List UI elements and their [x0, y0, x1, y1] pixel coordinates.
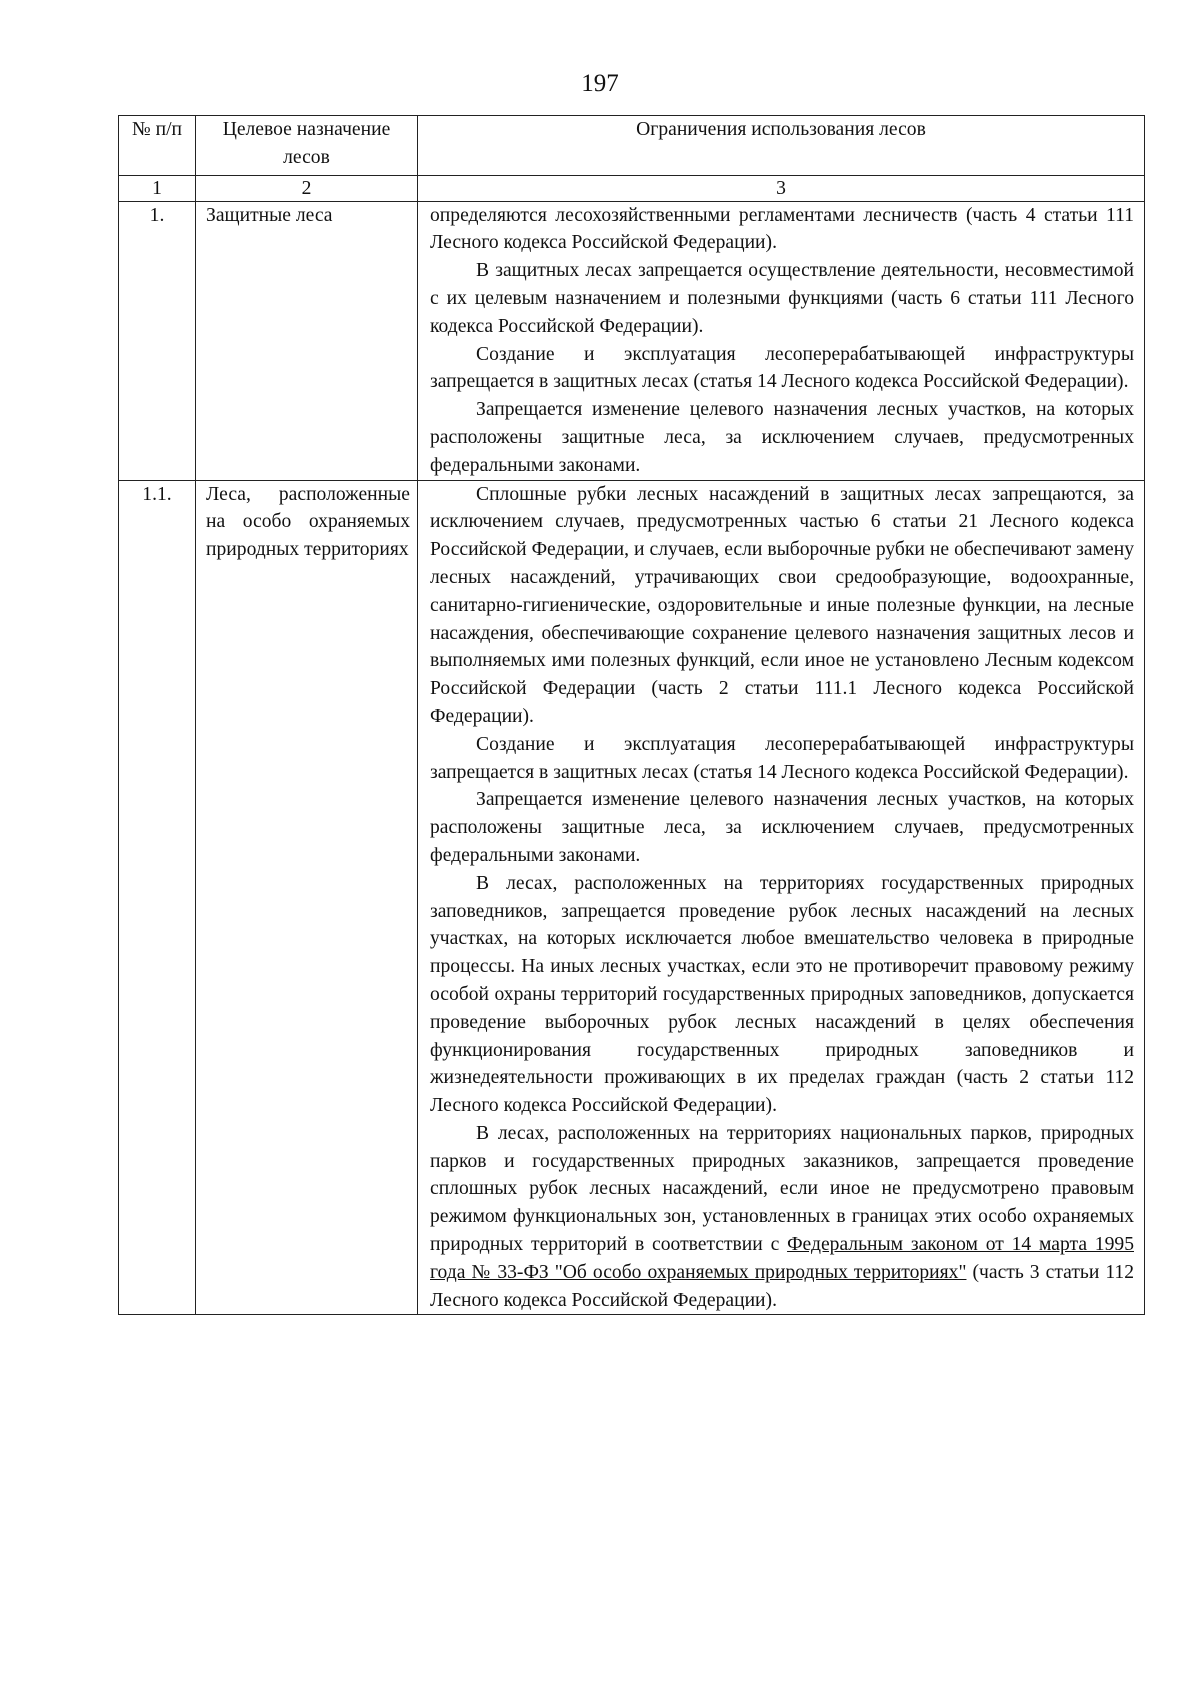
- restriction-paragraph: Запрещается изменение целевого назначения лесных участков, на которых расположены защитные леса, за исключением случаев, предусмотренных федеральными законами.: [430, 399, 1134, 476]
- table-row: [119, 201, 1145, 480]
- restriction-paragraph: определяются лесохозяйственными регламентами лесничеств (часть 4 статьи 111 Лесного кодекса Российской Федерации).: [430, 204, 1134, 254]
- page-number: 197: [581, 70, 619, 97]
- restriction-paragraph-with-link: [430, 1120, 1134, 1315]
- row-restrictions: [418, 201, 1145, 480]
- header-purpose: Целевое назначение лесов: [196, 116, 418, 176]
- row-number: 1.1.: [119, 480, 196, 1315]
- column-number: 3: [418, 175, 1145, 201]
- column-number: 2: [196, 175, 418, 201]
- paragraph-text: В лесах, расположенных на территориях национальных парков, природных парков и государственных природных заказников, запрещается проведение сплошных рубок лесных насаждений, если иное не предусмотрено правовым режимом функциональных зон, установленных в границах этих особо охраняемых природных территорий в соответствии с: [430, 1122, 1134, 1256]
- header-restrictions: Ограничения использования лесов: [418, 116, 1145, 176]
- row-purpose: Защитные леса: [196, 201, 418, 480]
- restriction-paragraph: Запрещается изменение целевого назначения лесных участков, на которых расположены защитные леса, за исключением случаев, предусмотренных федеральными законами.: [430, 789, 1134, 866]
- row-restrictions: [418, 480, 1145, 1315]
- column-number-row: [119, 175, 1145, 201]
- federal-law-link[interactable]: Федеральным законом от 14 марта 1995 года № 33-ФЗ "Об особо охраняемых природных территориях": [430, 1234, 1134, 1283]
- restriction-paragraph: В защитных лесах запрещается осуществление деятельности, несовместимой с их целевым назначением и полезными функциями (часть 6 статьи 111 Лесного кодекса Российской Федерации).: [430, 260, 1134, 337]
- restriction-paragraph: В лесах, расположенных на территориях государственных природных заповедников, запрещается проведение рубок лесных насаждений на лесных участках, на которых исключается любое вмешательство человека в природные процессы. На иных лесных участках, если это не противоречит правовому режиму особой охраны территорий государственных природных заповедников, допускается проведение выборочных рубок лесных насаждений в целях обеспечения функционирования государственных природных заповедников и жизнедеятельности проживающих в их пределах граждан (часть 2 статьи 112 Лесного кодекса Российской Федерации).: [430, 872, 1134, 1117]
- restriction-paragraph: Создание и эксплуатация лесоперерабатывающей инфраструктуры запрещается в защитных лесах (статья 14 Лесного кодекса Российской Федерации).: [430, 343, 1134, 393]
- forest-restrictions-table: [118, 115, 1145, 1315]
- restriction-paragraph: Сплошные рубки лесных насаждений в защитных лесах запрещаются, за исключением случаев, предусмотренных частью 6 статьи 21 Лесного кодекса Российской Федерации, и случаев, если выборочные рубки не обеспечивают замену лесных насаждений, утрачивающих свои средообразующие, водоохранные, санитарно-гигиенические, оздоровительные и иные полезные функции, на лесные насаждения, обеспечивающие сохранение целевого назначения защитных лесов и выполняемых ими полезных функций, если иное не установлено Лесным кодексом Российской Федерации (часть 2 статьи 111.1 Лесного кодекса Российской Федерации).: [430, 483, 1134, 727]
- paragraph-text: (часть 3 статьи 112 Лесного кодекса Российской Федерации).: [430, 1261, 1134, 1311]
- column-number: 1: [119, 175, 196, 201]
- row-number: 1.: [119, 201, 196, 480]
- header-number: № п/п: [119, 116, 196, 176]
- table-row: [119, 480, 1145, 1315]
- restriction-paragraph: Создание и эксплуатация лесоперерабатывающей инфраструктуры запрещается в защитных лесах (статья 14 Лесного кодекса Российской Федерации).: [430, 733, 1134, 783]
- row-purpose: Леса, расположенные на особо охраняемых природных территориях: [196, 480, 418, 1315]
- table-header-row: [119, 116, 1145, 176]
